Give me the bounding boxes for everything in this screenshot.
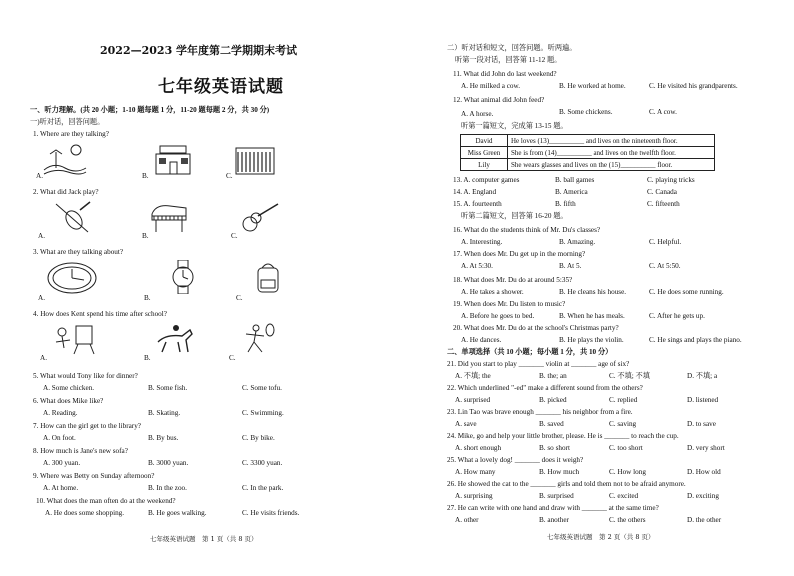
q9-option-b: B. In the zoo.: [148, 484, 187, 492]
q16-option-c: C. Helpful.: [649, 238, 682, 246]
exam-title: 2022—2023 学年度第二学期期末考试: [100, 44, 298, 57]
question-17: 17. When does Mr. Du get up in the morning?: [453, 250, 586, 258]
q27-option-c: C. the others: [609, 516, 646, 524]
section2-sub3: 听第二篇短文，回答第 16-20 题。: [461, 212, 568, 220]
q1-option-a: A.: [36, 172, 43, 180]
q23-option-b: B. saved: [539, 420, 564, 428]
q16-option-a: A. Interesting.: [461, 238, 503, 246]
question-4: 4. How does Kent spend his time after school?: [33, 310, 167, 318]
q13-option-a: 13. A. computer games: [453, 176, 520, 184]
q18-option-a: A. He takes a shower.: [461, 288, 524, 296]
question-3: 3. What are they talking about?: [33, 248, 124, 256]
q17-option-a: A. At 5:30.: [461, 262, 493, 270]
q15-option-b: B. fifth: [555, 200, 576, 208]
q20-option-b: B. He plays the violin.: [559, 336, 624, 344]
question-22: 22. Which underlined "-ed" make a different sound from the others?: [447, 384, 643, 392]
q6-option-b: B. Skating.: [148, 409, 181, 417]
q27-option-a: A. other: [455, 516, 479, 524]
page-footer: 七年级英语试题 第 2 页（共 8 页）: [547, 533, 655, 541]
q26-option-a: A. surprising: [455, 492, 493, 500]
q12-option-a: A. A horse.: [461, 110, 494, 118]
q11-option-a: A. He milked a cow.: [461, 82, 521, 90]
backpack-icon: [246, 260, 292, 294]
part2-heading: 二、单项选择（共 10 小题；每小题 1 分，共 10 分）: [447, 348, 613, 356]
question-8: 8. How much is Jane's new sofa?: [33, 447, 128, 455]
q6-option-a: A. Reading.: [43, 409, 78, 417]
q18-option-c: C. He does some running.: [649, 288, 724, 296]
q13-option-c: C. playing tricks: [647, 176, 695, 184]
table-cell: She is from (14)__________ and lives on the twelfth floor.: [508, 147, 715, 159]
question-9: 9. Where was Betty on Sunday afternoon?: [33, 472, 155, 480]
q15-option-a: 15. A. fourteenth: [453, 200, 502, 208]
q17-option-b: B. At 5.: [559, 262, 582, 270]
question-10: 10. What does the man often do at the weekend?: [36, 497, 176, 505]
q27-option-d: D. the other: [687, 516, 722, 524]
right-page-lower: [397, 0, 794, 576]
q18-option-b: B. He cleans his house.: [559, 288, 627, 296]
q19-option-b: B. When he has meals.: [559, 312, 625, 320]
section2-heading: 二）听对话和短文，回答问题。听两遍。: [447, 44, 577, 52]
q24-option-b: B. so short: [539, 444, 570, 452]
table-cell: Miss Green: [461, 147, 508, 159]
table-cell: She wears glasses and lives on the (15)__________ floor.: [508, 159, 715, 171]
question-25: 25. What a lovely dog! _______ does it weigh?: [447, 456, 584, 464]
question-6: 6. What does Mike like?: [33, 397, 104, 405]
question-23: 23. Lin Tao was brave enough _______ his neighbor from a fire.: [447, 408, 633, 416]
q4-option-a: A.: [40, 354, 47, 362]
table-cell: Lily: [461, 159, 508, 171]
q5-option-b: B. Some fish.: [148, 384, 188, 392]
section1-heading: 一)听对话，回答问题。: [30, 118, 105, 126]
q14-option-c: C. Canada: [647, 188, 677, 196]
q3-option-b: B.: [144, 294, 151, 302]
shop-picture: [232, 142, 278, 176]
question-2: 2. What did Jack play?: [33, 188, 99, 196]
q27-option-b: B. another: [539, 516, 569, 524]
question-24: 24. Mike, go and help your little brother, please. He is _______ to reach the cup.: [447, 432, 679, 440]
q7-option-a: A. On foot.: [43, 434, 76, 442]
q9-option-c: C. In the park.: [242, 484, 284, 492]
q20-option-a: A. He dances.: [461, 336, 502, 344]
q11-option-b: B. He worked at home.: [559, 82, 626, 90]
q23-option-c: C. saving: [609, 420, 637, 428]
q4-option-c: C.: [229, 354, 236, 362]
horse-riding-icon: [152, 322, 198, 356]
section2-sub2: 听第一篇短文，完成第 13-15 题。: [461, 122, 568, 130]
q26-option-d: D. exciting: [687, 492, 719, 500]
piano-icon: [146, 200, 192, 234]
page-footer: 七年级英语试题 第 1 页（共 8 页）: [150, 535, 258, 543]
exam-subtitle: 七年级英语试题: [158, 77, 284, 97]
table-cell: He loves (13)__________ and lives on the nineteenth floor.: [508, 135, 715, 147]
q12-option-c: C. A cow.: [649, 108, 677, 116]
q9-option-a: A. At home.: [43, 484, 79, 492]
q25-option-a: A. How many: [455, 468, 496, 476]
q8-option-c: C. 3300 yuan.: [242, 459, 283, 467]
q10-option-c: C. He visits friends.: [242, 509, 300, 517]
q26-option-b: B. surprised: [539, 492, 574, 500]
q8-option-a: A. 300 yuan.: [43, 459, 81, 467]
q2-option-c: C.: [231, 232, 238, 240]
clock-icon: [42, 260, 102, 294]
q7-option-b: B. By bus.: [148, 434, 179, 442]
q25-option-b: B. How much: [539, 468, 580, 476]
q24-option-a: A. short enough: [455, 444, 502, 452]
question-11: 11. What did John do last weekend?: [453, 70, 557, 78]
q19-option-a: A. Before he goes to bed.: [461, 312, 535, 320]
q6-option-c: C. Swimming.: [242, 409, 284, 417]
q19-option-c: C. After he gets up.: [649, 312, 705, 320]
q22-option-c: C. replied: [609, 396, 638, 404]
q3-option-a: A.: [38, 294, 45, 302]
q2-option-b: B.: [142, 232, 149, 240]
q20-option-c: C. He sings and plays the piano.: [649, 336, 742, 344]
painting-icon: [52, 322, 98, 356]
violin-icon: [50, 200, 96, 234]
question-5: 5. What would Tony like for dinner?: [33, 372, 138, 380]
question-20: 20. What does Mr. Du do at the school's Christmas party?: [453, 324, 619, 332]
q23-option-a: A. save: [455, 420, 477, 428]
part1-heading: 一、听力理解。(共 20 小题；1-10 题每题 1 分，11-20 题每题 2 分，共 30 分): [30, 106, 270, 114]
q3-option-c: C.: [236, 294, 243, 302]
q12-option-b: B. Some chickens.: [559, 108, 613, 116]
q22-option-d: D. listened: [687, 396, 719, 404]
q1-option-c: C.: [226, 172, 233, 180]
q25-option-d: D. How old: [687, 468, 721, 476]
q16-option-b: B. Amazing.: [559, 238, 596, 246]
question-18: 18. What does Mr. Du do at around 5:35?: [453, 276, 573, 284]
question-26: 26. He showed the cat to the _______ girls and told them not to be afraid anymore.: [447, 480, 686, 488]
q21-option-a: A. 不填; the: [455, 372, 491, 380]
q22-option-a: A. surprised: [455, 396, 491, 404]
q1-option-b: B.: [142, 172, 149, 180]
q10-option-b: B. He goes walking.: [148, 509, 207, 517]
table-cell: David: [461, 135, 508, 147]
q5-option-c: C. Some tofu.: [242, 384, 282, 392]
tennis-icon: [236, 322, 282, 356]
section2-sub1: 听第一段对话，回答第 11-12 题。: [455, 56, 562, 64]
q10-option-a: A. He does some shopping.: [45, 509, 125, 517]
question-21: 21. Did you start to play _______ violin at _______ age of six?: [447, 360, 630, 368]
q26-option-c: C. excited: [609, 492, 639, 500]
q7-option-c: C. By bike.: [242, 434, 275, 442]
q23-option-d: D. to save: [687, 420, 716, 428]
watch-icon: [160, 260, 206, 294]
q21-option-b: B. the; an: [539, 372, 567, 380]
q14-option-a: 14. A. England: [453, 188, 497, 196]
q15-option-c: C. fifteenth: [647, 200, 680, 208]
guitar-icon: [236, 200, 282, 234]
beach-picture: [42, 142, 88, 176]
question-1: 1. Where are they talking?: [33, 130, 109, 138]
q17-option-c: C. At 5:50.: [649, 262, 681, 270]
question-16: 16. What do the students think of Mr. Du's classes?: [453, 226, 601, 234]
question-12: 12. What animal did John feed?: [453, 96, 545, 104]
restaurant-picture: [150, 142, 196, 176]
q11-option-c: C. He visited his grandparents.: [649, 82, 738, 90]
q8-option-b: B. 3000 yuan.: [148, 459, 189, 467]
q25-option-c: C. How long: [609, 468, 646, 476]
question-19: 19. When does Mr. Du listen to music?: [453, 300, 566, 308]
question-7: 7. How can the girl get to the library?: [33, 422, 141, 430]
q21-option-c: C. 不填; 不填: [609, 372, 650, 380]
q24-option-c: C. too short: [609, 444, 643, 452]
q21-option-d: D. 不填; a: [687, 372, 718, 380]
q14-option-b: B. America: [555, 188, 588, 196]
q13-option-b: B. ball games: [555, 176, 595, 184]
q5-option-a: A. Some chicken.: [43, 384, 95, 392]
q2-option-a: A.: [38, 232, 45, 240]
question-27: 27. He can write with one hand and draw with _______ at the same time?: [447, 504, 659, 512]
q4-option-b: B.: [144, 354, 151, 362]
q24-option-d: D. very short: [687, 444, 725, 452]
q22-option-b: B. picked: [539, 396, 567, 404]
